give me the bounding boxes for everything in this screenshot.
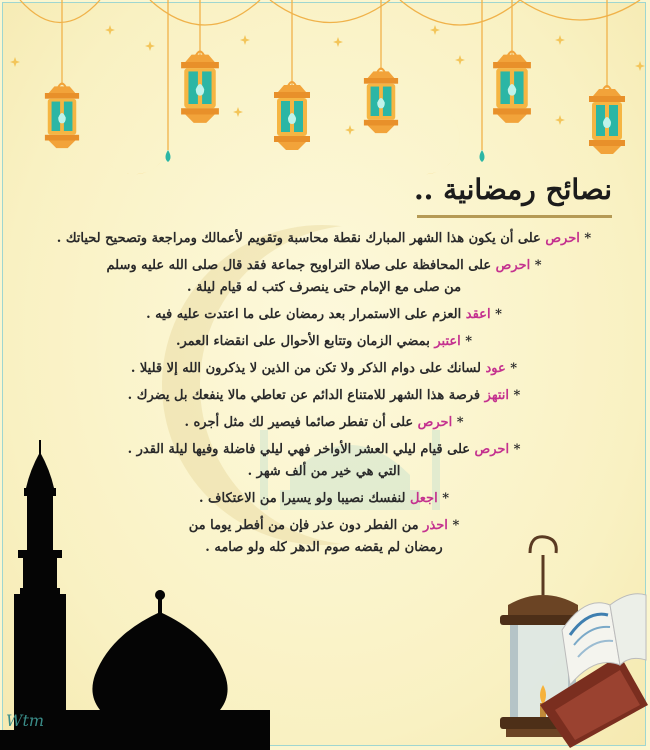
tip-keyword: احرص [417,415,453,430]
tip-keyword: عود [485,361,506,376]
tip-keyword: احرص [545,231,580,246]
title-block [362,170,612,218]
tip-item: * احرص على قيام ليلي العشر الأواخر فهي ليلي فاضلة وفيها ليلة القدر . التي هي خير من ألف شهر . [18,439,630,483]
tip-keyword: احذر [423,518,448,533]
tip-keyword: احرص [495,258,531,273]
tip-text-continued: من صلى مع الإمام حتى ينصرف كتب له قيام ليلة . [186,280,462,295]
tip-text: فرصة هذا الشهر للامتناع الدائم عن تعاطي مالا ينفعك بل يضرك . [127,388,481,403]
tip-keyword: اعتبر [434,334,461,349]
tip-keyword: احرص [474,442,510,457]
signature: Wtm [6,711,45,730]
page-title: نصائح رمضانية .. [413,173,612,206]
tip-keyword: اعقد [465,307,491,322]
tip-text: لنفسك نصيبا ولو يسيرا من الاعتكاف . [198,491,406,506]
tip-text: بمضي الزمان وتتابع الأحوال على انقضاء العمر. [175,334,430,349]
lantern-decoration [0,0,650,180]
tip-text: لسانك على دوام الذكر ولا تكن من الذين لا يذكرون الله إلا قليلا . [130,361,481,376]
tip-text: على أن يكون هذا الشهر المبارك نقطة محاسبة وتقويم لأعمالك ومراجعة وتصحيح لحياتك . [56,231,541,246]
tip-item: * احرص على المحافظة على صلاة التراويح جماعة فقد قال صلى الله عليه وسلم من صلى مع الإمام حتى ينصرف كتب له قيام ليلة . [18,255,630,299]
tip-item: * عود لسانك على دوام الذكر ولا تكن من الذين لا يذكرون الله إلا قليلا . [130,361,518,376]
tip-text: على أن تفطر صائما فيصير لك مثل أجره . [184,415,414,430]
tip-item: * انتهز فرصة هذا الشهر للامتناع الدائم عن تعاطي مالا ينفعك بل يضرك . [127,388,521,403]
tip-item: * احذر من الفطر دون عذر فإن من أفطر يوما من رمضان لم يقضه صوم الدهر كله ولو صامه . [18,515,630,559]
tip-text-continued: رمضان لم يقضه صوم الدهر كله ولو صامه . [205,540,443,555]
title-underline [417,215,612,218]
tip-text: على قيام ليلي العشر الأواخر فهي ليلي فاضلة وفيها ليلة القدر . [127,442,471,457]
tip-keyword: اجعل [409,491,438,506]
tip-keyword: انتهز [484,388,509,403]
quran-lantern-icon [470,535,648,748]
tip-text: من الفطر دون عذر فإن من أفطر يوما من [188,518,419,533]
tip-item: * اعقد العزم على الاستمرار بعد رمضان على ما اعتدت عليه فيه . [146,307,502,322]
tip-item: * احرص على أن يكون هذا الشهر المبارك نقطة محاسبة وتقويم لأعمالك ومراجعة وتصحيح لحياتك . [56,231,592,246]
tip-text: على المحافظة على صلاة التراويح جماعة فقد قال صلى الله عليه وسلم [106,258,492,273]
tip-text: العزم على الاستمرار بعد رمضان على ما اعتدت عليه فيه . [146,307,462,322]
mosque-silhouette-icon [0,440,270,750]
tip-item: * اعتبر بمضي الزمان وتتابع الأحوال على انقضاء العمر. [175,334,473,349]
tip-item: * اجعل لنفسك نصيبا ولو يسيرا من الاعتكاف . [198,491,450,506]
tip-item: * احرص على أن تفطر صائما فيصير لك مثل أجره . [184,415,464,430]
tip-text-continued: التي هي خير من ألف شهر . [247,464,401,479]
